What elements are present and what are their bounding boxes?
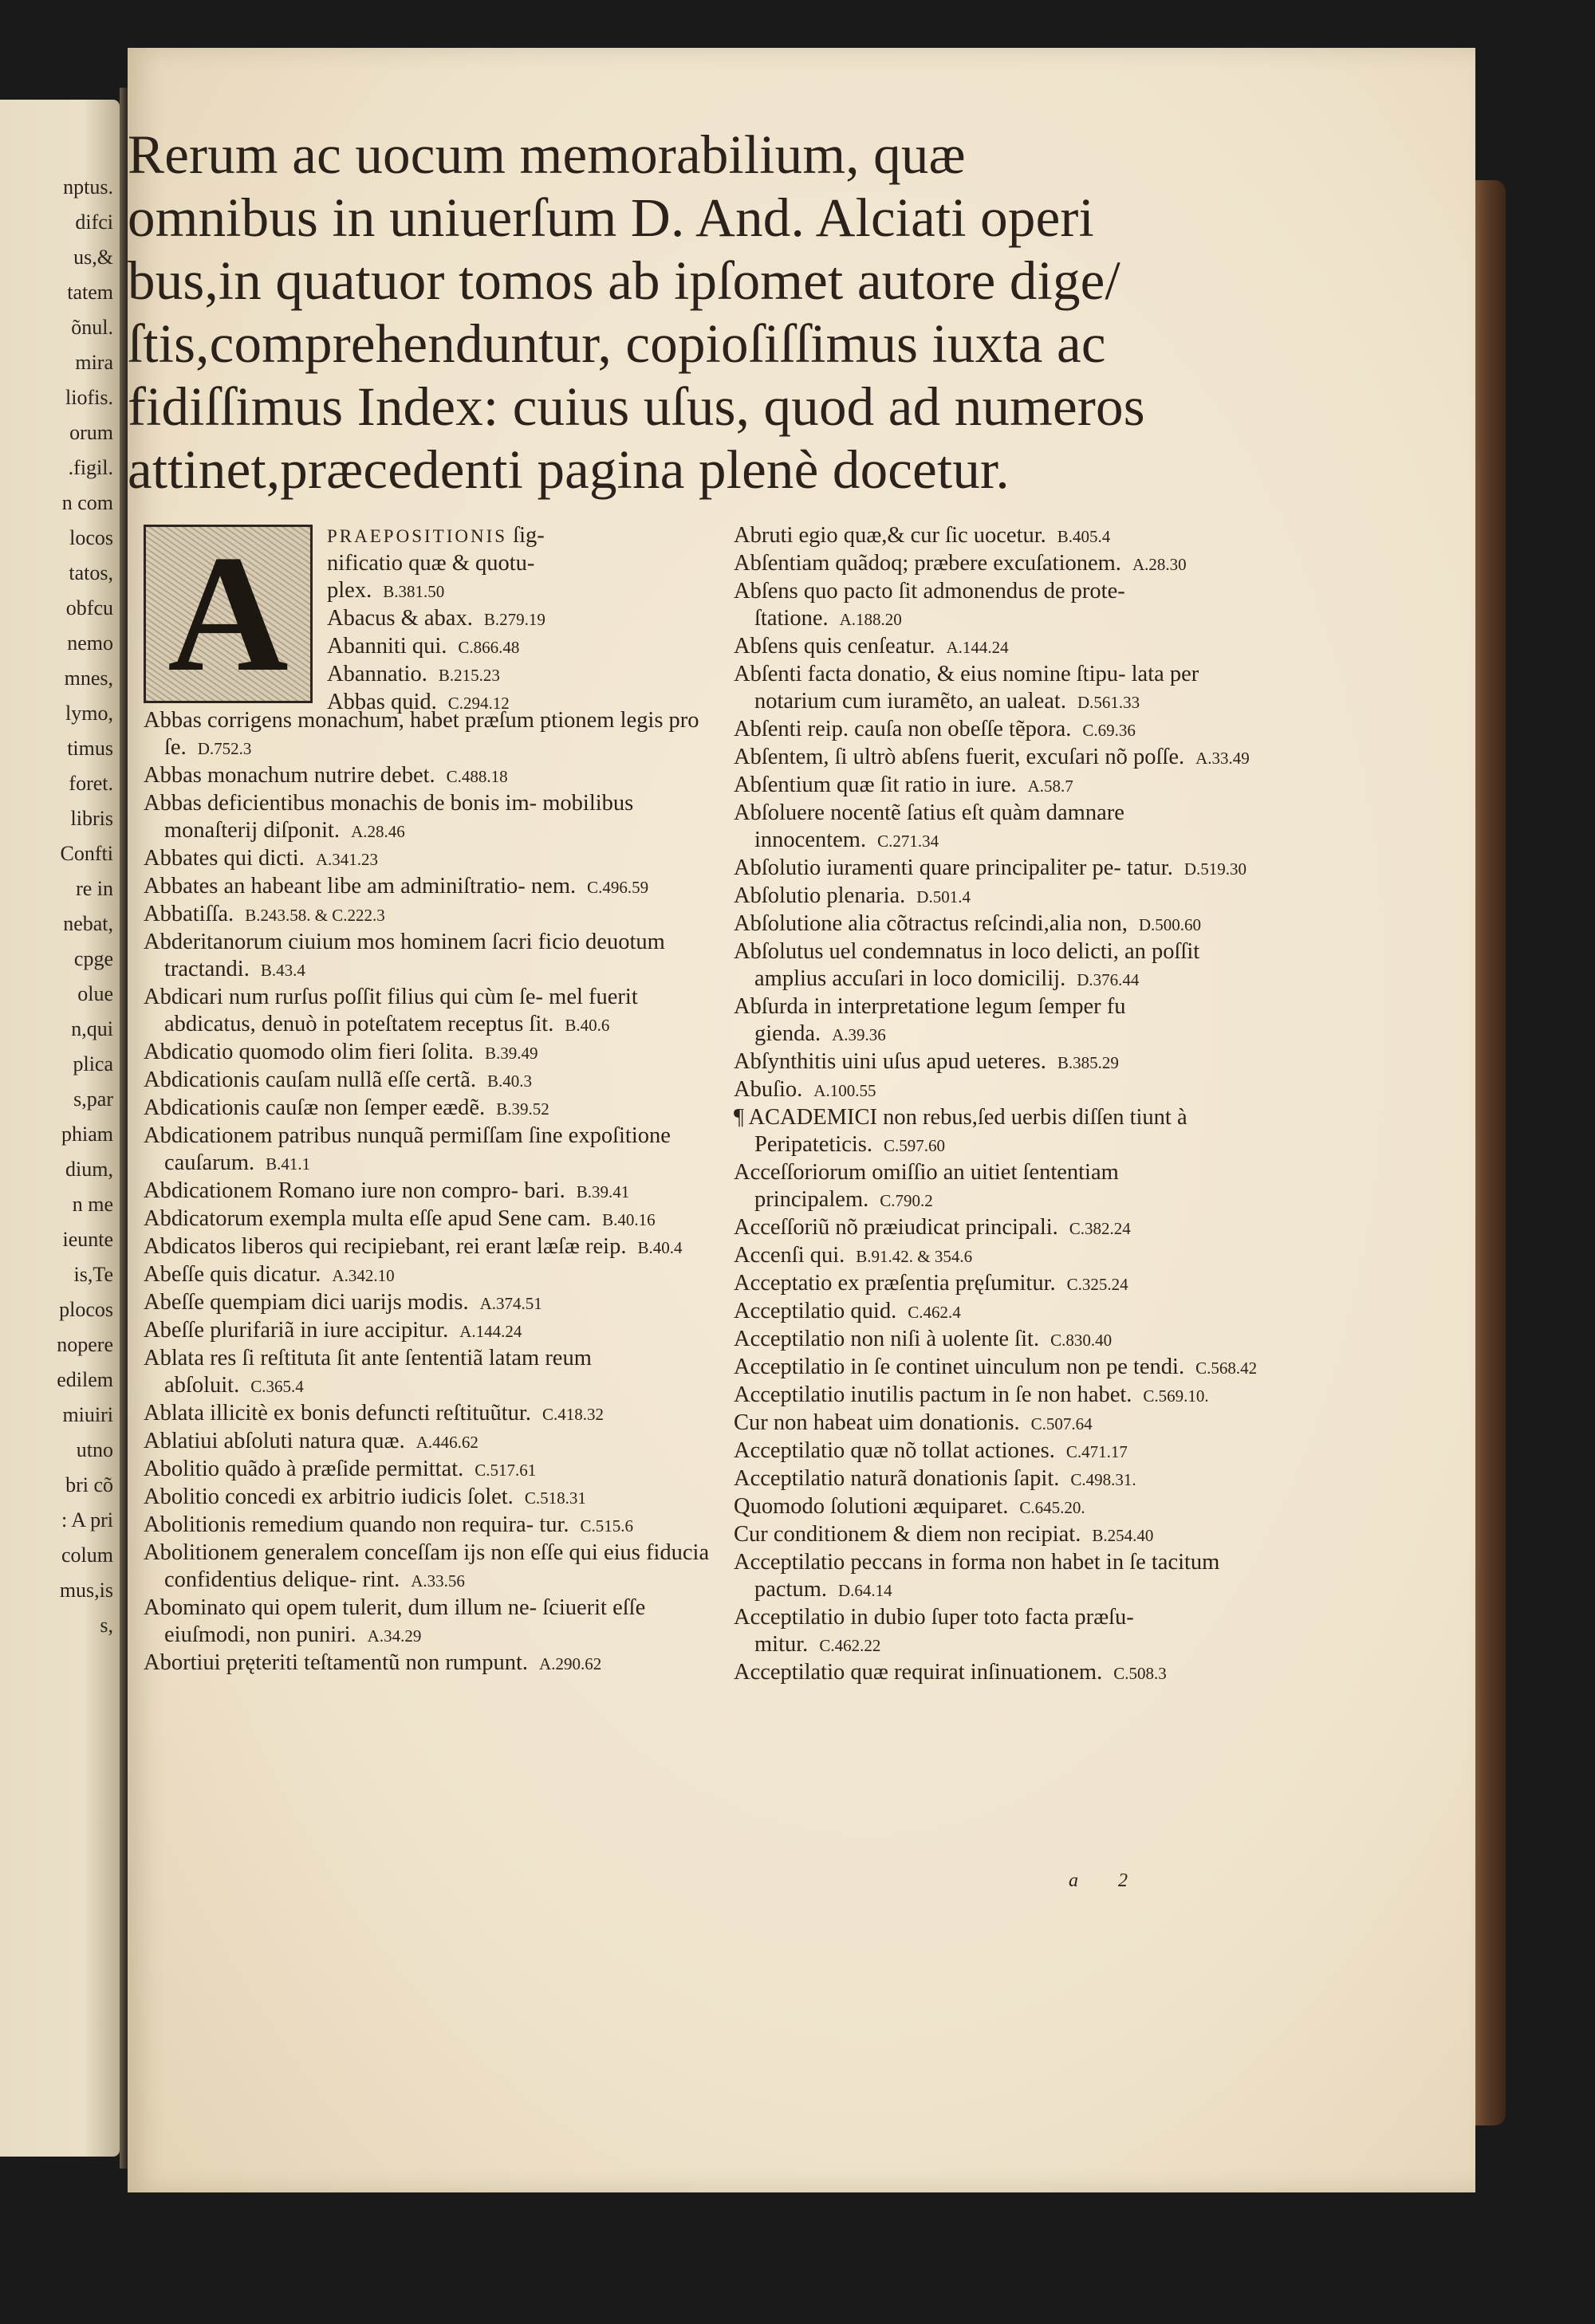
entry-text: Acceptilatio in ſe continet uinculum non pe tendi.	[734, 1355, 1185, 1379]
entry-reference: D.519.30	[1183, 859, 1246, 879]
left-page-line: s,	[100, 1614, 113, 1637]
entry-reference: C.271.34	[877, 832, 939, 851]
decorated-initial	[144, 521, 313, 706]
index-entry	[734, 1521, 1260, 1549]
entry-reference: A.33.49	[1195, 749, 1250, 768]
entry-reference: C.568.42	[1195, 1359, 1258, 1378]
index-entry	[144, 901, 718, 929]
first-entries	[327, 522, 726, 717]
title-line: Rerum ac uocum memorabilium, quæ	[128, 124, 966, 185]
entry-reference: A.34.29	[367, 1626, 422, 1646]
entry-text: Abſens quo pacto ſit admonendus de prote- ſtatione.	[734, 579, 1125, 631]
left-page-line: phiam	[61, 1123, 113, 1146]
entry-reference: C.498.31.	[1070, 1470, 1136, 1489]
entry-text: Abſentium quæ ſit ratio in iure.	[734, 773, 1017, 797]
entry-text: ¶ ACADEMICI non rebus,ſed uerbis diſſen tiunt à Peripateticis.	[734, 1105, 1187, 1157]
entry-text: Acceptilatio quæ nõ tollat actiones.	[734, 1438, 1055, 1463]
left-page-line: n,qui	[71, 1017, 113, 1040]
entry-reference: C.382.24	[1069, 1219, 1131, 1238]
index-entry	[734, 1270, 1260, 1298]
entry-reference: D.500.60	[1138, 915, 1202, 934]
entry-reference: B.39.52	[496, 1099, 549, 1119]
entry-text: Accenſi qui.	[734, 1243, 845, 1268]
entry-text: nificatio quæ & quotu-	[327, 551, 535, 576]
entry-text: Abolitio quãdo à præſide permittat.	[144, 1457, 464, 1481]
index-entry	[144, 1428, 718, 1456]
entry-text: Acceptilatio peccans in forma non habet in ſe tacitum pactum.	[734, 1550, 1220, 1602]
entry-reference: C.597.60	[884, 1136, 946, 1155]
entry-reference: C.365.4	[250, 1377, 304, 1396]
index-entry	[734, 883, 1260, 910]
index-entry	[734, 1104, 1260, 1159]
index-entry	[144, 845, 718, 873]
index-entry	[327, 661, 726, 689]
index-entry	[144, 1317, 718, 1345]
left-page-line: olue	[77, 982, 113, 1005]
entry-reference: C.790.2	[880, 1191, 933, 1210]
left-page-line: mira	[75, 351, 113, 374]
index-entry	[734, 1214, 1260, 1242]
entry-text: Ablatiui abſoluti natura quæ.	[144, 1429, 405, 1453]
entry-reference: A.342.10	[332, 1266, 395, 1285]
entry-text: Abeſſe plurifariã in iure accipitur.	[144, 1318, 449, 1343]
index-entry	[144, 1095, 718, 1123]
entry-text: Acceptilatio in dubio ſuper toto facta præſu- mitur.	[734, 1605, 1134, 1657]
entry-text: Abſentem, ſi ultrò abſens fuerit, excuſari nõ poſſe.	[734, 745, 1185, 769]
left-page-line: is,Te	[73, 1263, 113, 1286]
title-line: omnibus in uniuerſum D. And. Alciati operi	[128, 187, 1094, 248]
initial-letter: A	[167, 521, 289, 706]
entry-reference: C.418.32	[542, 1405, 604, 1424]
entry-reference: D.561.33	[1077, 693, 1140, 712]
entry-reference: B.405.4	[1057, 527, 1111, 546]
entry-reference: B.40.6	[565, 1016, 610, 1035]
index-entry	[327, 550, 726, 577]
entry-reference: A.290.62	[539, 1654, 602, 1673]
left-page-line: s,par	[73, 1087, 113, 1111]
entry-text: Acceſſoriorum omiſſio an uitiet ſententiam principalem.	[734, 1160, 1119, 1212]
left-page-line: dium,	[65, 1158, 113, 1181]
index-entry	[734, 1242, 1260, 1270]
index-entry	[144, 707, 718, 762]
entry-text: Cur conditionem & diem non recipiat.	[734, 1522, 1081, 1547]
entry-text: Ablata res ſi reſtituta ſit ante ſententiã latam reum abſoluit.	[144, 1346, 592, 1398]
entry-text: Abdicationem Romano iure non compro- bari.	[144, 1178, 565, 1203]
entry-text: Abdicationis cauſam nullã eſſe certã.	[144, 1068, 477, 1092]
left-page-line: timus	[67, 737, 113, 760]
entry-text: Abbates an habeant libe am adminiſtratio- nem.	[144, 874, 577, 899]
index-column-right	[734, 522, 1260, 1687]
left-page-line: us,&	[73, 246, 113, 269]
entry-reference: B.91.42. & 354.6	[856, 1247, 973, 1266]
index-entry	[734, 1326, 1260, 1354]
left-page-line: õnul.	[71, 316, 113, 339]
index-entry	[144, 1261, 718, 1289]
entry-text: Abdicationem patribus nunquã permiſſam ſine expoſitione cauſarum.	[144, 1123, 671, 1175]
index-entry	[144, 873, 718, 901]
left-page-line: tatem	[67, 281, 113, 304]
entry-text: Abolitio concedi ex arbitrio iudicis ſolet.	[144, 1484, 514, 1509]
left-page-line: Confti	[60, 842, 113, 865]
index-entry	[734, 938, 1260, 993]
index-entry	[144, 1400, 718, 1428]
entry-reference: C.294.12	[447, 694, 510, 713]
index-entry	[144, 984, 718, 1039]
entry-text: Abeſſe quempiam dici uarijs modis.	[144, 1290, 469, 1315]
index-entry	[144, 1484, 718, 1512]
index-entry	[734, 550, 1260, 578]
entry-text: Abanniti qui.	[327, 634, 447, 659]
entry-text: Abbas monachum nutrire debet.	[144, 763, 435, 788]
entry-text: Abuſio.	[734, 1077, 803, 1102]
entry-text: Abbas deficientibus monachis de bonis im- mobilibus monaſterij diſponit.	[144, 791, 634, 843]
entry-reference: C.518.31	[524, 1488, 586, 1508]
index-entry	[734, 1549, 1260, 1604]
entry-reference: A.58.7	[1027, 777, 1073, 796]
left-page-line: re in	[76, 877, 113, 900]
index-entry	[734, 744, 1260, 772]
index-entry	[734, 1659, 1260, 1687]
entry-reference: C.645.20.	[1019, 1498, 1085, 1517]
entry-reference: C.69.36	[1082, 721, 1136, 740]
index-entry	[734, 993, 1260, 1048]
index-entry	[734, 716, 1260, 744]
left-page-line: .figil.	[68, 456, 113, 479]
entry-text: Abannatio.	[327, 662, 427, 686]
index-entry	[734, 1048, 1260, 1076]
entry-reference: C.462.22	[819, 1636, 881, 1655]
index-entry	[734, 1076, 1260, 1104]
left-page-line: utno	[76, 1438, 113, 1461]
left-page-line: miuiri	[62, 1403, 113, 1426]
entry-text: Abſoluere nocentẽ ſatius eſt quàm damnare innocentem.	[734, 800, 1124, 852]
entry-text: Abdicatos liberos qui recipiebant, rei erant læſæ reip.	[144, 1234, 627, 1259]
index-entry	[734, 1382, 1260, 1410]
entry-reference: B.39.41	[576, 1182, 630, 1201]
entry-reference: B.40.4	[637, 1238, 683, 1257]
index-entry	[144, 1205, 718, 1233]
entry-text: Abſolutio plenaria.	[734, 883, 906, 908]
left-page-line: ieunte	[62, 1228, 113, 1251]
title-line: attinet,præcedenti pagina plenè docetur.	[128, 439, 1010, 500]
entry-text: Abdicatorum exempla multa eſſe apud Sene cam.	[144, 1206, 592, 1231]
index-entry	[144, 1540, 718, 1595]
entry-reference: A.446.62	[415, 1433, 478, 1452]
index-entry	[734, 1298, 1260, 1326]
entry-reference: B.381.50	[383, 582, 445, 601]
index-entry	[144, 1233, 718, 1261]
entry-text: Acceptilatio quæ requirat inſinuationem.	[734, 1660, 1103, 1685]
left-page-line: nebat,	[63, 912, 113, 935]
entry-reference: B.40.16	[602, 1210, 656, 1229]
index-entry	[144, 1345, 718, 1400]
entry-text: Acceptilatio quid.	[734, 1299, 897, 1323]
entry-reference: C.508.3	[1113, 1664, 1167, 1683]
left-page-line: colum	[61, 1543, 113, 1567]
entry-reference: B.43.4	[260, 961, 305, 980]
entry-reference: A.374.51	[479, 1294, 542, 1313]
entry-reference: B.279.19	[483, 610, 545, 629]
index-entry	[144, 790, 718, 845]
entry-reference: D.501.4	[916, 887, 971, 906]
left-page-line: obfcu	[65, 596, 113, 619]
entry-text: Acceſſoriũ nõ præiudicat principali.	[734, 1215, 1058, 1240]
left-page-line: locos	[69, 526, 113, 549]
left-page-line: nopere	[57, 1333, 113, 1356]
entry-text: Abolitionis remedium quando non requira- tur.	[144, 1512, 569, 1537]
left-page-line: n me	[72, 1193, 113, 1216]
entry-text: plex.	[327, 578, 372, 603]
entry-text: Abderitanorum ciuium mos hominem ſacri ficio deuotum tractandi.	[144, 930, 665, 981]
entry-reference: C.325.24	[1066, 1275, 1128, 1294]
entry-text: ſig-	[513, 523, 545, 548]
entry-reference: B.41.1	[266, 1154, 311, 1174]
entry-text: Abſynthitis uini uſus apud ueteres.	[734, 1049, 1046, 1074]
entry-reference: D.376.44	[1077, 970, 1140, 989]
entry-reference: C.488.18	[446, 767, 508, 786]
entry-text: Abdicatio quomodo olim fieri ſolita.	[144, 1040, 474, 1064]
left-page-line: edilem	[57, 1368, 113, 1391]
index-entry	[734, 1437, 1260, 1465]
entry-reference: A.33.56	[411, 1571, 465, 1591]
entry-text: Acceptilatio naturã donationis ſapit.	[734, 1466, 1060, 1491]
entry-text: Acceptatio ex præſentia pręſumitur.	[734, 1271, 1056, 1296]
index-entry	[144, 1512, 718, 1540]
left-page-line: tatos,	[69, 561, 113, 584]
entry-reference: A.341.23	[315, 850, 379, 869]
title-line: ſtis,comprehenduntur, copioſiſſimus iuxta ac	[128, 313, 1106, 374]
entry-text: Cur non habeat uim donationis.	[734, 1410, 1020, 1435]
signature-mark: a 2	[1069, 1870, 1145, 1891]
index-entry	[144, 1456, 718, 1484]
index-title	[128, 124, 1196, 501]
left-page-line: mus,is	[59, 1579, 113, 1602]
entry-reference: B.385.29	[1057, 1053, 1119, 1072]
index-entry	[144, 762, 718, 790]
entry-text: Abbatiſſa.	[144, 902, 234, 926]
entry-reference: B.254.40	[1092, 1526, 1154, 1545]
entry-keyword: PRAEPOSITIONIS	[327, 526, 508, 546]
index-entry	[144, 1595, 718, 1650]
index-entry	[734, 1354, 1260, 1382]
index-entry	[734, 855, 1260, 883]
entry-reference: C.507.64	[1030, 1414, 1093, 1433]
entry-reference: C.496.59	[587, 878, 649, 897]
index-entry	[144, 1039, 718, 1067]
entry-text: Abſenti reip. cauſa non obeſſe tẽpora.	[734, 717, 1072, 741]
entry-reference: B.243.58. & C.222.3	[245, 906, 385, 925]
entry-reference: A.100.55	[813, 1081, 876, 1100]
entry-text: Abacus & abax.	[327, 606, 473, 631]
entry-text: Abortiui pręteriti teſtamentũ non rumpunt.	[144, 1650, 529, 1675]
index-entry	[734, 800, 1260, 855]
title-line: bus,in quatuor tomos ab ipſomet autore dige/	[128, 250, 1120, 311]
index-entry	[144, 1289, 718, 1317]
entry-reference: C.471.17	[1065, 1442, 1128, 1461]
entry-text: Abſolutio iuramenti quare principaliter pe- tatur.	[734, 855, 1173, 880]
left-page-line: liofis.	[65, 386, 113, 409]
left-page-line: nptus.	[63, 175, 113, 199]
left-page-fragment	[0, 100, 120, 2157]
entry-reference: D.64.14	[838, 1581, 892, 1600]
left-page-line: nemo	[67, 631, 113, 655]
index-entry	[734, 1604, 1260, 1659]
left-page-line: cpge	[73, 947, 113, 970]
entry-reference: B.39.49	[484, 1044, 538, 1063]
index-entry	[144, 929, 718, 984]
entry-text: Abſenti facta donatio, & eius nomine ſtipu- lata per notarium cum iuramẽto, an ualeat.	[734, 662, 1199, 714]
left-page-line: plica	[73, 1052, 113, 1075]
index-entry	[327, 577, 726, 605]
entry-text: Abſentiam quãdoq; præbere excuſationem.	[734, 551, 1121, 576]
index-entry	[144, 1123, 718, 1178]
entry-text: Quomodo ſolutioni æquiparet.	[734, 1494, 1009, 1519]
entry-text: Ablata illicitè ex bonis defuncti reſtituũtur.	[144, 1401, 531, 1425]
entry-text: Abbas corrigens monachum, habet præſum ptionem legis pro ſe.	[144, 708, 699, 760]
index-entry	[327, 633, 726, 661]
index-entry	[734, 661, 1260, 716]
left-page-line: n com	[61, 491, 113, 514]
left-page-line: libris	[70, 807, 113, 830]
entry-reference: C.462.4	[908, 1303, 961, 1322]
entry-text: Abſens quis cenſeatur.	[734, 634, 935, 659]
entry-text: Abbates qui dicti.	[144, 846, 305, 871]
index-column-left	[144, 707, 718, 1677]
entry-text: Abſurda in interpretatione legum ſemper fu gienda.	[734, 994, 1126, 1046]
index-entry	[734, 633, 1260, 661]
entry-reference: B.40.3	[487, 1072, 533, 1091]
entry-reference: C.515.6	[580, 1516, 633, 1536]
index-entry	[144, 1650, 718, 1677]
entry-text: Abeſſe quis dicatur.	[144, 1262, 321, 1287]
left-page-line: orum	[69, 421, 113, 444]
left-page-line: lymo,	[65, 702, 113, 725]
entry-reference: C.866.48	[458, 638, 520, 657]
entry-text: Abolitionem generalem conceſſam ijs non eſſe qui eius fiducia confidentius delique- rint.	[144, 1540, 710, 1592]
entry-reference: A.28.46	[351, 822, 405, 841]
index-entry	[327, 522, 726, 550]
index-entry	[734, 522, 1260, 550]
index-entry	[734, 578, 1260, 633]
index-entry	[734, 1493, 1260, 1521]
title-line: fidiſſimus Index: cuius uſus, quod ad numeros	[128, 376, 1145, 437]
left-page-line: difci	[75, 210, 113, 234]
entry-text: Acceptilatio inutilis pactum in ſe non habet.	[734, 1382, 1132, 1407]
entry-text: Abſolutus uel condemnatus in loco delicti, an poſſit amplius accuſari in loco domicilij.	[734, 939, 1200, 991]
entry-reference: A.188.20	[839, 610, 902, 629]
left-page-line: plocos	[59, 1298, 113, 1321]
entry-text: Abſolutione alia cõtractus reſcindi,alia non,	[734, 911, 1128, 936]
entry-reference: A.28.30	[1132, 555, 1187, 574]
entry-reference: C.517.61	[475, 1461, 537, 1480]
entry-text: Abdicationis cauſæ non ſemper eædẽ.	[144, 1095, 486, 1120]
left-page-line: bri cõ	[65, 1473, 113, 1496]
index-entry	[734, 1465, 1260, 1493]
index-entry	[144, 1067, 718, 1095]
entry-text: Abdicari num rurſus poſſit filius qui cùm ſe- mel fuerit abdicatus, denuò in poteſtatem receptus ſit.	[144, 985, 638, 1036]
left-page-line: : A pri	[61, 1508, 113, 1532]
index-entry	[734, 1410, 1260, 1437]
left-page-line: foret.	[69, 772, 113, 795]
entry-reference: C.569.10.	[1143, 1386, 1209, 1406]
entry-text: Acceptilatio non niſi à uolente ſit.	[734, 1327, 1040, 1351]
entry-text: Abominato qui opem tulerit, dum illum ne- ſciuerit eſſe eiuſmodi, non puniri.	[144, 1595, 646, 1647]
index-entry	[734, 772, 1260, 800]
entry-reference: B.215.23	[438, 666, 500, 685]
entry-reference: A.39.36	[832, 1025, 886, 1044]
index-entry	[734, 1159, 1260, 1214]
index-entry	[734, 910, 1260, 938]
entry-reference: A.144.24	[946, 638, 1009, 657]
index-entry	[144, 1178, 718, 1205]
entry-reference: D.752.3	[197, 739, 252, 758]
entry-reference: A.144.24	[459, 1322, 522, 1341]
index-entry	[327, 605, 726, 633]
left-page-line: mnes,	[64, 667, 113, 690]
entry-text: Abbas quid.	[327, 690, 437, 714]
entry-reference: C.830.40	[1050, 1331, 1113, 1350]
entry-text: Abruti egio quæ,& cur ſic uocetur.	[734, 523, 1046, 548]
